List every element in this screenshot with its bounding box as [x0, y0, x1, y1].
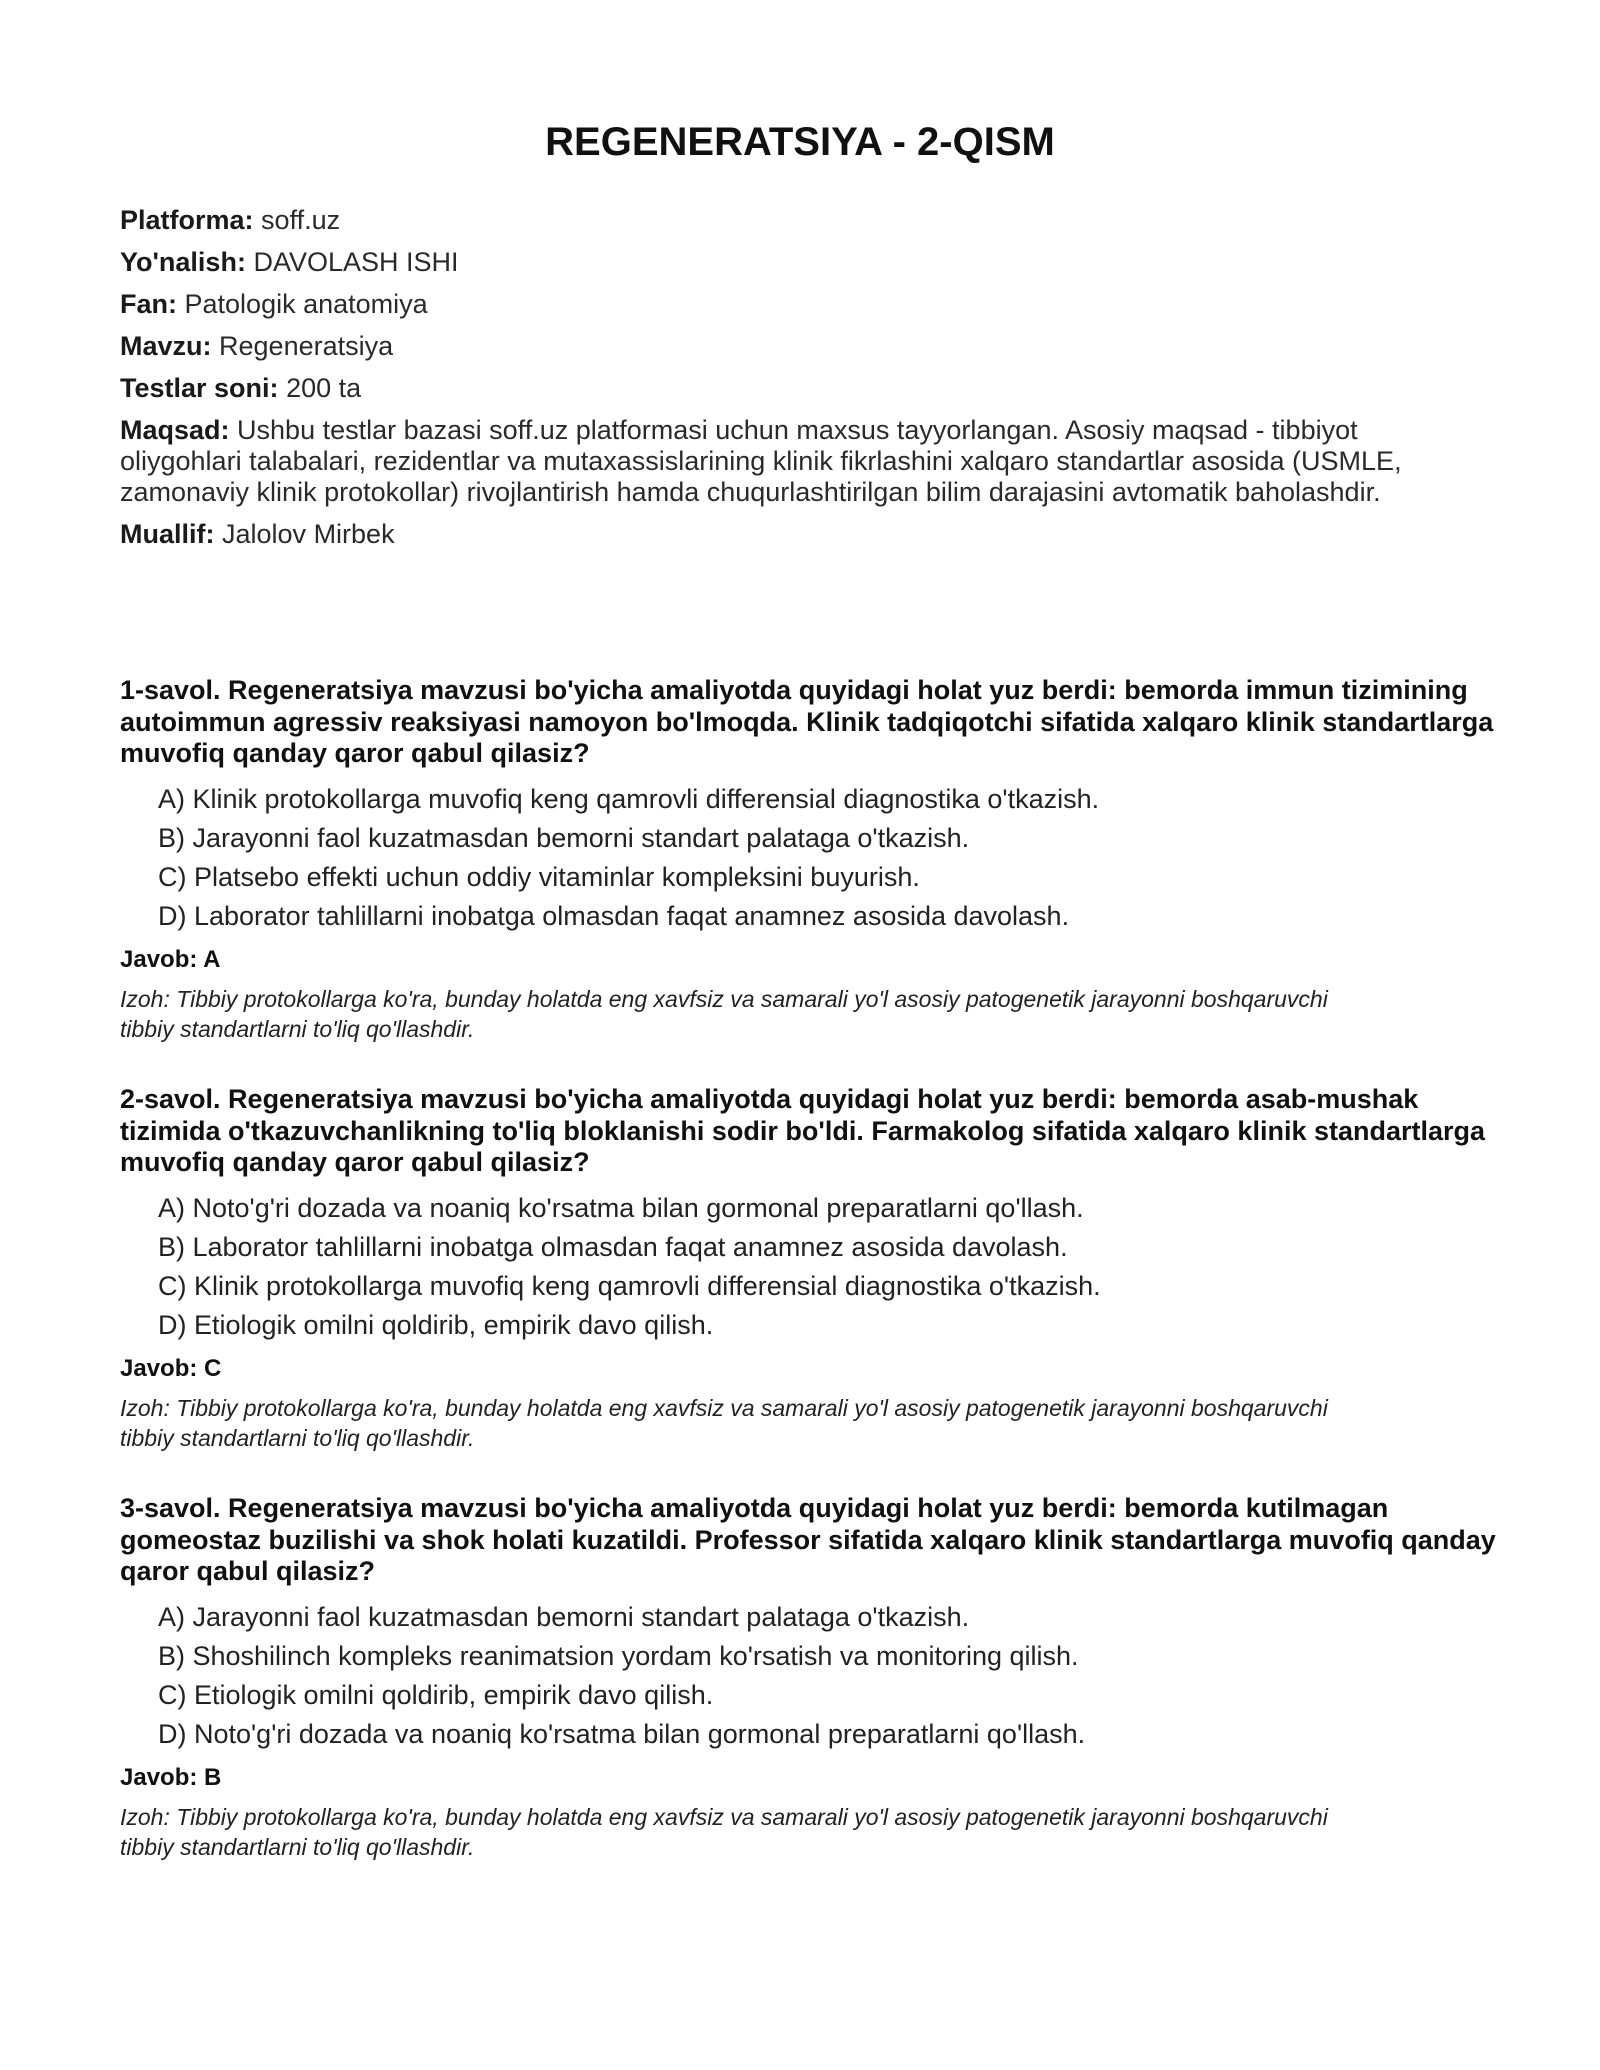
answer-option: C) Etiologik omilni qoldirib, empirik davo qilish. [158, 1679, 714, 1710]
meta-value: Jalolov Mirbek [222, 519, 395, 549]
answer-option: C) Platsebo effekti uchun oddiy vitaminlar kompleksini buyurish. [158, 861, 920, 892]
explanation: Izoh: Tibbiy protokollarga ko'ra, bunday holatda eng xavfsiz va samarali yo'l asosiy patogenetik jarayonni boshqaruvchi tibbiy standartlarni to'liq qo'llashdir. [120, 1394, 1328, 1451]
meta-count [120, 373, 1480, 404]
meta-value: DAVOLASH ISHI [253, 247, 459, 277]
answer-option: B) Shoshilinch kompleks reanimatsion yordam ko'rsatish va monitoring qilish. [158, 1640, 1079, 1671]
answer-option: D) Laborator tahlillarni inobatga olmasdan faqat anamnez asosida davolash. [158, 900, 1070, 931]
meta-label: Mavzu: [120, 331, 212, 361]
meta-label: Maqsad: [120, 415, 230, 445]
meta-goal [120, 415, 1480, 508]
meta-platform [120, 205, 1480, 236]
answer-option: A) Noto'g'ri dozada va noaniq ko'rsatma bilan gormonal preparatlarni qo'llash. [158, 1192, 1084, 1223]
explanation: Izoh: Tibbiy protokollarga ko'ra, bunday holatda eng xavfsiz va samarali yo'l asosiy patogenetik jarayonni boshqaruvchi tibbiy standartlarni to'liq qo'llashdir. [120, 1803, 1328, 1860]
answer-option: B) Jarayonni faol kuzatmasdan bemorni standart palataga o'tkazish. [158, 822, 970, 853]
meta-direction [120, 247, 1480, 278]
question-text: 3-savol. Regeneratsiya mavzusi bo'yicha amaliyotda quyidagi holat yuz berdi: bemorda kutilmagan gomeostaz buzilishi va shok holati kuzatildi. Professor sifatida xalqaro klinik standartlarga muvofiq qanday qaror qabul qilasiz? [120, 1493, 1496, 1586]
correct-answer: Javob: A [120, 945, 221, 973]
meta-label: Muallif: [120, 519, 215, 549]
correct-answer: Javob: B [120, 1763, 222, 1791]
answer-option: A) Klinik protokollarga muvofiq keng qamrovli differensial diagnostika o'tkazish. [158, 783, 1100, 814]
correct-answer: Javob: C [120, 1354, 222, 1382]
answer-option: D) Etiologik omilni qoldirib, empirik davo qilish. [158, 1309, 714, 1340]
metadata-block [120, 205, 1480, 561]
question-text: 1-savol. Regeneratsiya mavzusi bo'yicha amaliyotda quyidagi holat yuz berdi: bemorda immun tizimining autoimmun agressiv reaksiyasi namoyon bo'lmoqda. Klinik tadqiqotchi sifatida xalqaro klinik standartlarga muvofiq qanday qaror qabul qilasiz? [120, 675, 1494, 768]
answer-option: D) Noto'g'ri dozada va noaniq ko'rsatma bilan gormonal preparatlarni qo'llash. [158, 1718, 1086, 1749]
meta-value: Regeneratsiya [219, 331, 394, 361]
meta-subject [120, 289, 1480, 320]
meta-value: Ushbu testlar bazasi soff.uz platformasi uchun maxsus tayyorlangan. Asosiy maqsad - tibbiyot oliygohlari talabalari, rezidentlar va mutaxassislarining klinik fikrlashini xalqaro standartlar asosida (USMLE, zamonaviy klinik protokollar) rivojlantirish hamda chuqurlashtirilgan bilim darajasini avtomatik baholashdir. [120, 415, 1402, 507]
explanation: Izoh: Tibbiy protokollarga ko'ra, bunday holatda eng xavfsiz va samarali yo'l asosiy patogenetik jarayonni boshqaruvchi tibbiy standartlarni to'liq qo'llashdir. [120, 985, 1328, 1042]
meta-label: Testlar soni: [120, 373, 279, 403]
answer-option: C) Klinik protokollarga muvofiq keng qamrovli differensial diagnostika o'tkazish. [158, 1270, 1101, 1301]
answer-option: B) Laborator tahlillarni inobatga olmasdan faqat anamnez asosida davolash. [158, 1231, 1068, 1262]
meta-value: 200 ta [286, 373, 362, 403]
question-block [120, 1084, 1500, 1453]
meta-value: soff.uz [261, 205, 341, 235]
meta-author [120, 519, 1480, 550]
question-block [120, 1493, 1500, 1862]
question-block [120, 675, 1500, 1044]
meta-label: Yo'nalish: [120, 247, 246, 277]
page-title: REGENERATSIYA - 2-QISM [545, 120, 1055, 164]
meta-label: Platforma: [120, 205, 254, 235]
question-text: 2-savol. Regeneratsiya mavzusi bo'yicha amaliyotda quyidagi holat yuz berdi: bemorda asab-mushak tizimida o'tkazuvchanlikning to'liq bloklanishi sodir bo'ldi. Farmakolog sifatida xalqaro klinik standartlarga muvofiq qanday qaror qabul qilasiz? [120, 1084, 1486, 1177]
answer-option: A) Jarayonni faol kuzatmasdan bemorni standart palataga o'tkazish. [158, 1601, 970, 1632]
meta-topic [120, 331, 1480, 362]
meta-value: Patologik anatomiya [184, 289, 428, 319]
meta-label: Fan: [120, 289, 177, 319]
